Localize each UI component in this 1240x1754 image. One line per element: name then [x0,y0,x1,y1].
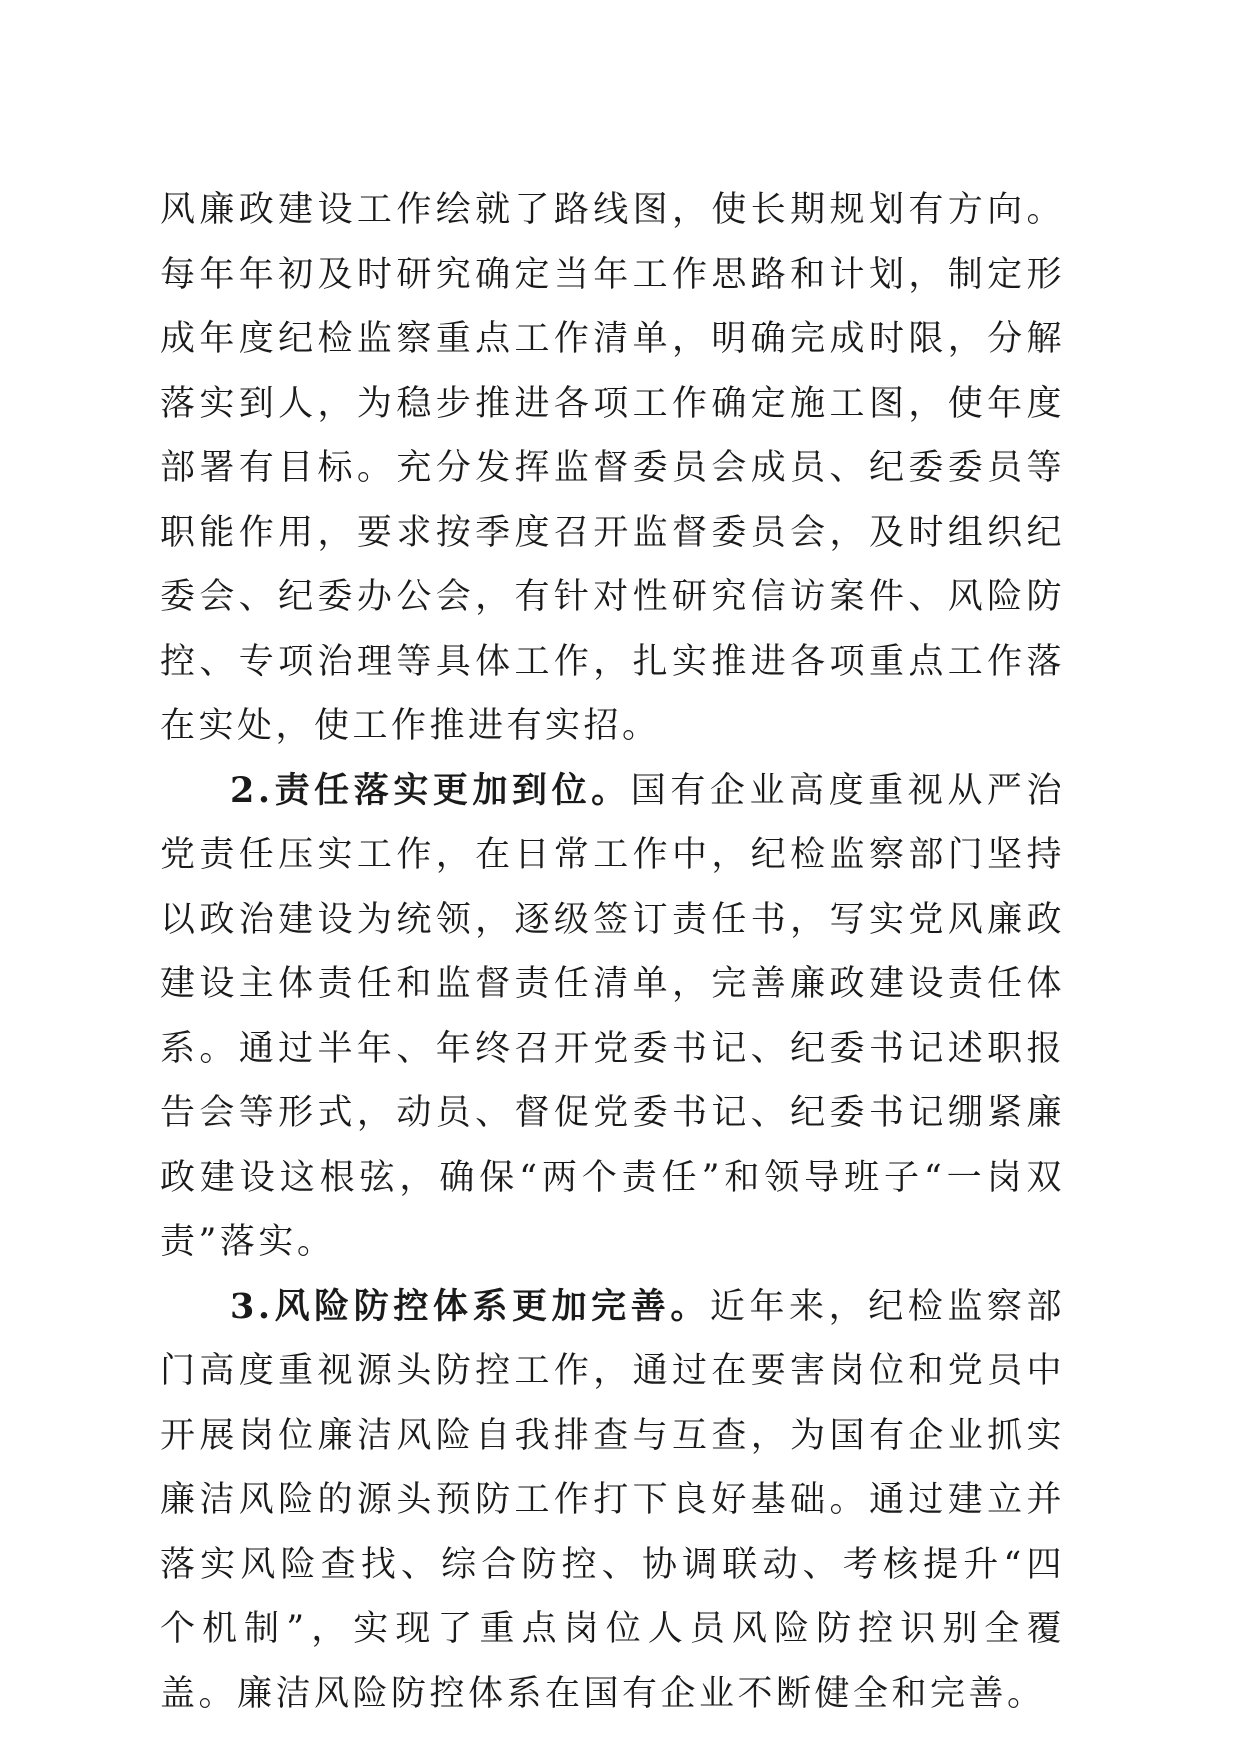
paragraph-text: 近年来，纪检监察部门高度重视源头防控工作，通过在要害岗位和党员中开展岗位廉洁风险自我排查与互查，为国有企业抓实廉洁风险的源头预防工作打下良好基础。通过建立并落实风险查找、综合防控、协调联动、考核提升“四个机制”，实现了重点岗位人员风险防控识别全覆盖。廉洁风险防控体系在国有企业不断健全和完善。 [160,1286,1065,1714]
paragraph-heading: 2.责任落实更加到位。 [230,769,631,811]
paragraph-responsibility [160,759,1065,1275]
paragraph-heading: 3.风险防控体系更加完善。 [230,1285,710,1327]
paragraph-text: 国有企业高度重视从严治党责任压实工作，在日常工作中，纪检监察部门坚持以政治建设为统领，逐级签订责任书，写实党风廉政建设主体责任和监督责任清单，完善廉政建设责任体系。通过半年、年终召开党委书记、纪委书记述职报告会等形式，动员、督促党委书记、纪委书记绷紧廉政建设这根弦，确保“两个责任”和领导班子“一岗双责”落实。 [160,770,1065,1262]
document-page [160,178,1065,1726]
paragraph-risk-control [160,1275,1065,1727]
paragraph-continuation [160,178,1065,759]
paragraph-text: 风廉政建设工作绘就了路线图，使长期规划有方向。每年年初及时研究确定当年工作思路和计划，制定形成年度纪检监察重点工作清单，明确完成时限，分解落实到人，为稳步推进各项工作确定施工图，使年度部署有目标。充分发挥监督委员会成员、纪委委员等职能作用，要求按季度召开监督委员会，及时组织纪委会、纪委办公会，有针对性研究信访案件、风险防控、专项治理等具体工作，扎实推进各项重点工作落在实处，使工作推进有实招。 [160,190,1065,746]
